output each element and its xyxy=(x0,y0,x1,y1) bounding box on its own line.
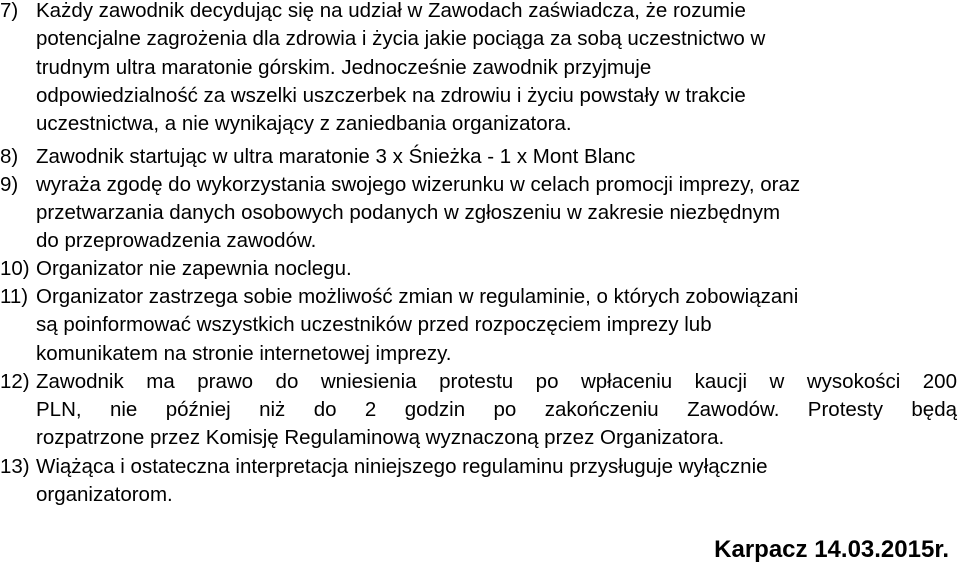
list-item-line: Organizator zastrzega sobie możliwość zmian w regulaminie, o których zobowiązani xyxy=(36,285,799,308)
list-item-line: potencjalne zagrożenia dla zdrowia i życia jakie pociąga za sobą uczestnictwo w xyxy=(36,27,766,51)
list-item-number: 12) xyxy=(0,369,30,393)
place-and-date: Karpacz 14.03.2015r. xyxy=(714,536,949,563)
list-item-line: odpowiedzialność za wszelki uszczerbek na zdrowiu i życiu powstały w trakcie xyxy=(36,83,746,107)
list-item-line: przetwarzania danych osobowych podanych w zgłoszeniu w zakresie niezbędnym xyxy=(36,201,781,225)
list-item-line: do przeprowadzenia zawodów. xyxy=(36,229,317,253)
list-item-number: 9) xyxy=(0,172,19,196)
list-item-number: 8) xyxy=(0,144,19,168)
list-item-line: wyraża zgodę do wykorzystania swojego wizerunku w celach promocji imprezy, oraz xyxy=(36,172,801,196)
list-item-line: Każdy zawodnik decydując się na udział w Zawodach zaświadcza, że rozumie xyxy=(36,0,746,22)
list-item-line: PLN, nie później niż do 2 godzin po zakończeniu Zawodów. Protesty będą xyxy=(36,398,957,422)
list-item-line: organizatorom. xyxy=(36,483,173,507)
list-item-line: komunikatem na stronie internetowej imprezy. xyxy=(36,341,452,365)
list-item-line: Zawodnik startując w ultra maratonie 3 x Śnieżka - 1 x Mont Blanc xyxy=(36,144,636,168)
list-item-line: uczestnictwa, a nie wynikający z zaniedbania organizatora. xyxy=(36,112,572,136)
list-item-line: trudnym ultra maratonie górskim. Jednocześnie zawodnik przyjmuje xyxy=(36,55,652,79)
list-item-line: rozpatrzone przez Komisję Regulaminową wyznaczoną przez Organizatora. xyxy=(36,426,725,450)
list-item-number: 13) xyxy=(0,454,30,478)
list-item-line: Zawodnik ma prawo do wniesienia protestu po wpłaceniu kaucji w wysokości 200 xyxy=(36,369,957,393)
list-item-number: 10) xyxy=(0,256,30,280)
list-item-number: 11) xyxy=(0,285,29,308)
list-item-line: Wiążąca i ostateczna interpretacja niniejszego regulaminu przysługuje wyłącznie xyxy=(36,454,768,478)
list-item-line: są poinformować wszystkich uczestników przed rozpoczęciem imprezy lub xyxy=(36,313,712,337)
list-item-line: Organizator nie zapewnia noclegu. xyxy=(36,256,352,280)
list-item-number: 7) xyxy=(0,0,19,22)
